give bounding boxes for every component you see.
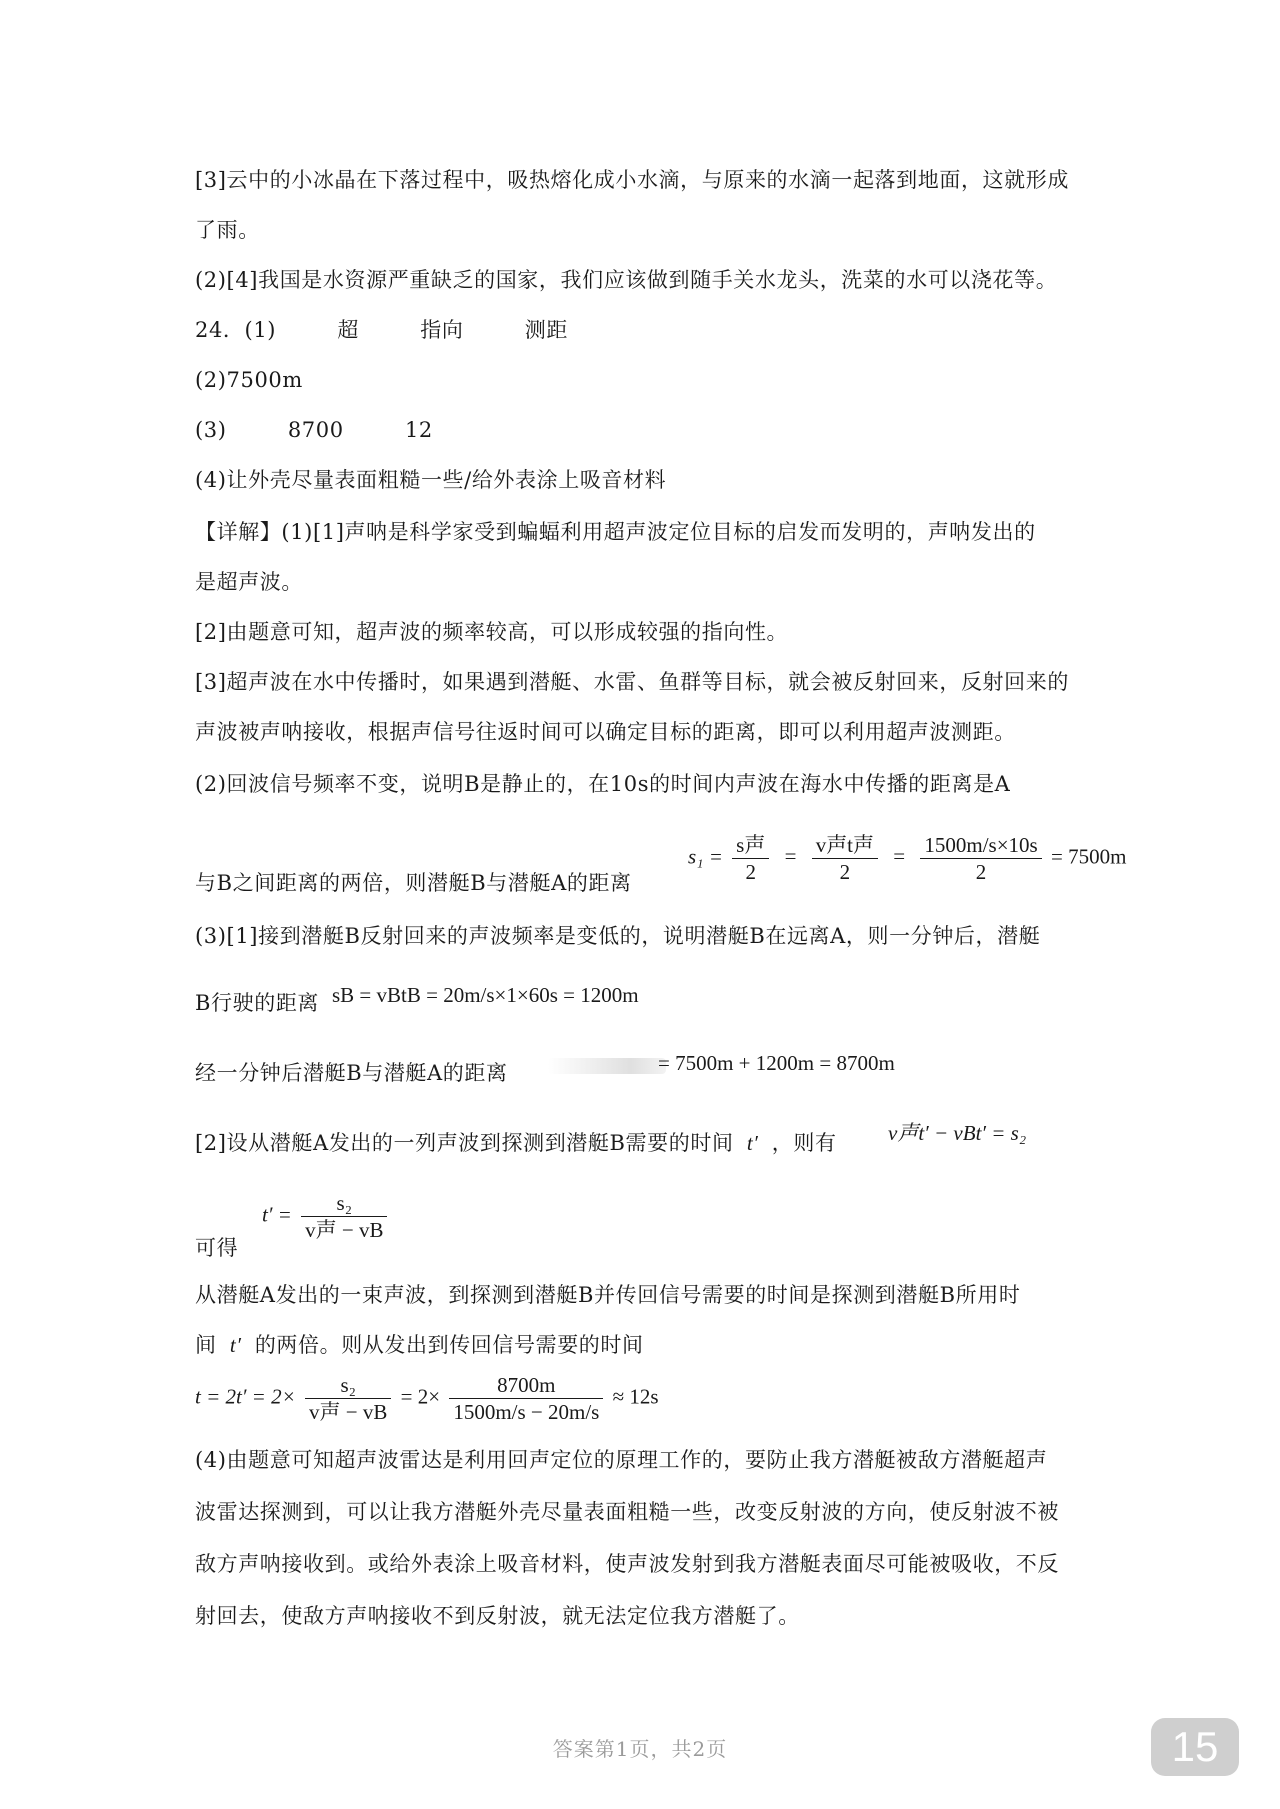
answer-blank: 指向 — [420, 318, 464, 342]
answer-24-part2: (2)7500m — [195, 368, 303, 392]
blurred-symbol — [548, 1058, 666, 1074]
text-line: 可得 — [195, 1236, 239, 1260]
text-line: (2)回波信号频率不变，说明B是静止的，在10s的时间内声波在海水中传播的距离是A — [195, 772, 1011, 796]
answer-24-part4: (4)让外壳尽量表面粗糙一些/给外表涂上吸音材料 — [195, 468, 667, 492]
formula-sb: sB = vBtB = 20m/s×1×60s = 1200m — [332, 983, 639, 1007]
answer-blank: 超 — [337, 318, 359, 342]
text-line: 射回去，使敌方声呐接收不到反射波，就无法定位我方潜艇了。 — [195, 1604, 800, 1628]
text-line: 了雨。 — [195, 218, 260, 242]
question-number: 24．(1) — [195, 318, 277, 342]
text-line: B行驶的距离 — [195, 991, 320, 1015]
text-line: 声波被声呐接收，根据声信号往返时间可以确定目标的距离，即可以利用超声波测距。 — [195, 720, 1016, 744]
text-line: 间 t′ 的两倍。则从发出到传回信号需要的时间 — [195, 1333, 644, 1357]
page-number-badge: 15 — [1151, 1718, 1239, 1776]
text-line: [3]云中的小冰晶在下落过程中，吸热熔化成小水滴，与原来的水滴一起落到地面，这就形成 — [195, 168, 1069, 192]
formula-s1: s₁ = $\frac{\text{s声}}{2}$ = $\frac{\text{v声t声}}{2}$ = $\frac{1500m/s\times 10s}{2}$ = 7500m — [688, 833, 1127, 884]
text-line: 敌方声呐接收到。或给外表涂上吸音材料，使声波发射到我方潜艇表面尽可能被吸收，不反 — [195, 1552, 1059, 1576]
answer-24-part3 — [195, 415, 433, 445]
text-line: 波雷达探测到，可以让我方潜艇外壳尽量表面粗糙一些，改变反射波的方向，使反射波不被 — [195, 1500, 1059, 1524]
answer-24-part1 — [195, 315, 568, 345]
answer-blank: 12 — [404, 418, 433, 442]
text-line: 从潜艇A发出的一束声波，到探测到潜艇B并传回信号需要的时间是探测到潜艇B所用时 — [195, 1283, 1021, 1307]
formula-t: t = 2t′ = 2× $\frac{\text{s₂}}{\text{v声 − vB}}$ = 2× $\frac{8700m}{1500m/s - 20m/s}$ ≈ 12s — [195, 1373, 659, 1424]
answer-blank: 8700 — [287, 418, 344, 442]
text-line: (3)[1]接到潜艇B反射回来的声波频率是变低的，说明潜艇B在远离A，则一分钟后，潜艇 — [195, 924, 1041, 948]
text-line: (2)[4]我国是水资源严重缺乏的国家，我们应该做到随手关水龙头，洗菜的水可以浇花等。 — [195, 268, 1058, 292]
text-line: 与B之间距离的两倍，则潜艇B与潜艇A的距离 — [195, 871, 632, 895]
answer-blank: 测距 — [524, 318, 568, 342]
formula-s2: = 7500m + 1200m = 8700m — [658, 1051, 895, 1075]
text-line: (4)由题意可知超声波雷达是利用回声定位的原理工作的，要防止我方潜艇被敌方潜艇超声 — [195, 1448, 1048, 1472]
text-line: 经一分钟后潜艇B与潜艇A的距离 — [195, 1061, 508, 1085]
text-line: [2]设从潜艇A发出的一列声波到探测到潜艇B需要的时间 t′ ，则有 — [195, 1131, 837, 1155]
text-line: 【详解】(1)[1]声呐是科学家受到蝙蝠利用超声波定位目标的启发而发明的，声呐发出的 — [195, 520, 1036, 544]
part-number: (3) — [195, 418, 227, 442]
page-footer: 答案第1页，共2页 — [552, 1737, 728, 1761]
formula-tprime: t′ = $\frac{\text{s₂}}{\text{v声 − vB}}$ — [262, 1190, 391, 1243]
text-line: [2]由题意可知，超声波的频率较高，可以形成较强的指向性。 — [195, 620, 789, 644]
text-line: 是超声波。 — [195, 570, 303, 594]
text-line: [3]超声波在水中传播时，如果遇到潜艇、水雷、鱼群等目标，就会被反射回来，反射回来的 — [195, 670, 1069, 694]
formula-eq1: v声t′ − vBt′ = s₂ — [888, 1121, 1027, 1145]
